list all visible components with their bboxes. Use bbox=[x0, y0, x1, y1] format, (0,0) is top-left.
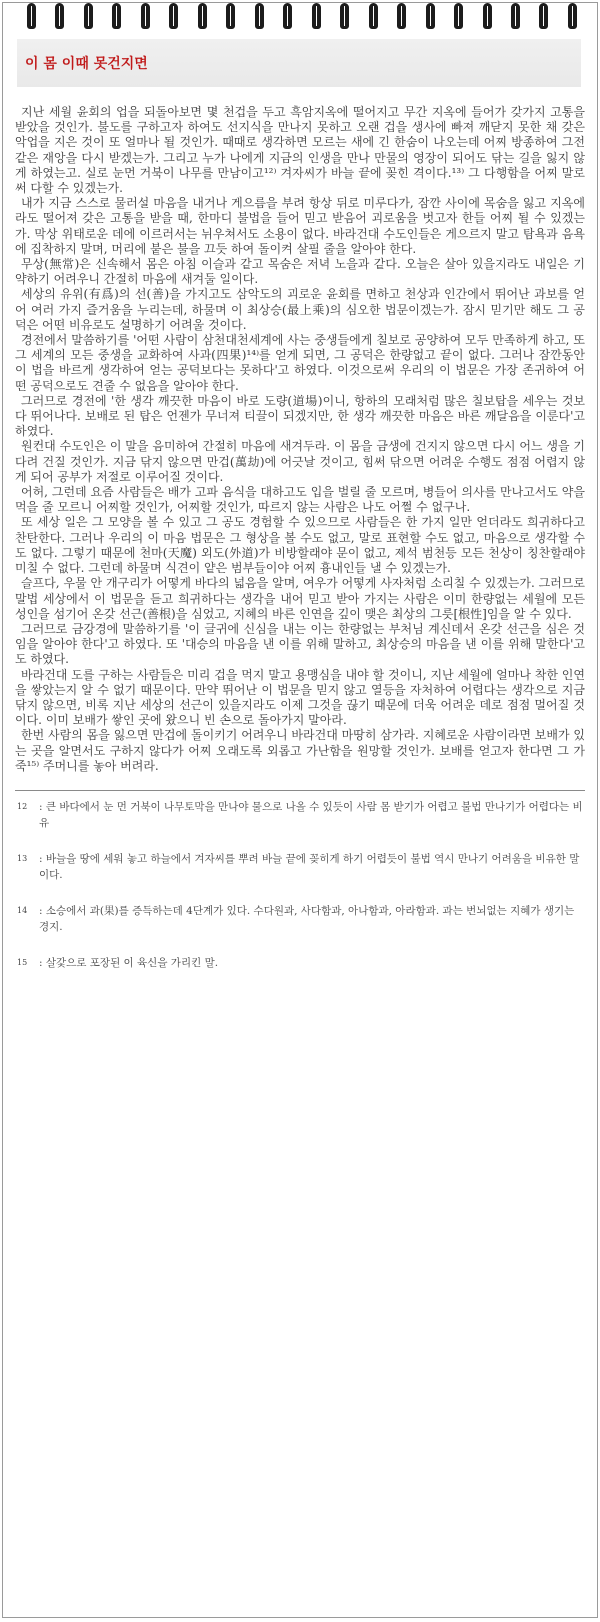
binder-ring-icon bbox=[283, 3, 292, 29]
binder-ring-icon bbox=[568, 3, 577, 29]
footnote-text: : 살갗으로 포장된 이 육신을 가리킨 말. bbox=[39, 956, 219, 969]
paragraph: 내가 지금 스스로 물러설 마음을 내거나 게으름을 부려 항상 뒤로 미루다가, 잠깐 사이에 목숨을 잃고 지옥에라도 떨어져 갖은 고통을 받을 때, 한마디 불법을 들어 믿고 받음어 괴로움을 벗고자 한들 어찌 될 수 있겠는가. 막상 위태로운 데에 이르러서는 뉘우쳐서도 소용이 없다. 바라건대 수도인들은 게으르지 말고 탐욕과 음욕에 집착하지 말며, 머리에 붙은 불을 끄듯 하여 돌이켜 살필 줄을 알아야 한다. bbox=[15, 196, 585, 256]
binder-ring-icon bbox=[169, 3, 178, 29]
footnote-text: : 큰 바다에서 눈 먼 거북이 나무토막을 만나야 물으로 나올 수 있듯이 사람 몸 받기가 어렵고 불법 만나기가 어렵다는 비유 bbox=[39, 800, 583, 829]
paragraph: 또 세상 일은 그 모양을 볼 수 있고 그 공도 경험할 수 있으므로 사람들은 한 가지 일만 얻더라도 희귀하다고 찬탄한다. 그러나 우리의 이 마음 법문은 그 형상을 볼 수도 없고, 말로 표현할 수도 없고, 마음으로 생각할 수도 없다. 그렇기 때문에 천마(天魔) 외도(外道)가 비방할래야 문이 없고, 제석 범천등 모든 천상이 칭찬할래야 미칠 수 없다. 그런데 하물며 식견이 얕은 범부들이야 어찌 흉내인들 낼 수 있겠는가. bbox=[15, 515, 585, 576]
binder-ring-icon bbox=[312, 3, 321, 29]
footnote bbox=[15, 799, 585, 831]
footnote bbox=[15, 903, 585, 935]
footnote-divider bbox=[15, 790, 585, 791]
paragraph: 그러므로 경전에 '한 생각 깨끗한 마음이 바로 도량(道場)이니, 항하의 모래처럼 많은 칠보탑을 세우는 것보다 뛰어나다. 보배로 된 탑은 언젠가 무너져 티끌이 되겠지만, 한 생각 깨끗한 마음은 바른 깨달음을 이룬다'고 하였다. bbox=[15, 393, 585, 439]
binding-rings bbox=[27, 3, 577, 33]
notebook-page bbox=[2, 2, 598, 1618]
footnote-number: 13 bbox=[17, 853, 28, 863]
page-content bbox=[15, 33, 585, 994]
paragraph: 원컨대 수도인은 이 말을 음미하여 간절히 마음에 새겨두라. 이 몸을 금생에 건지지 않으면 다시 어느 생을 기다려 건질 것인가. 지금 닦지 않으면 만겁(萬劫)에 어긋날 것이고, 힘써 닦으면 어려운 수행도 점점 어렵지 않게 되어 공부가 저절로 이루어질 것이다. bbox=[15, 439, 585, 484]
page-title: 이 몸 이때 못건지면 bbox=[25, 56, 148, 72]
paragraph: 경전에서 말씀하기를 '어떤 사람이 삼천대천세계에 사는 중생들에게 칠보로 공양하여 모두 만족하게 하고, 또 그 세계의 모든 중생을 교화하여 사과(四果)¹⁴⁾를 얻게 되면, 그 공덕은 한량없고 끝이 없다. 그러나 잠깐동안 이 법을 바르게 생각하여 얻는 공덕보다는 못하다'고 하였다. 이것으로써 우리의 이 법문은 가장 존귀하여 어떤 공덕으로도 견줄 수 없음을 알아야 한다. bbox=[15, 333, 585, 393]
footnotes bbox=[15, 799, 585, 975]
binder-ring-icon bbox=[27, 3, 36, 29]
binder-ring-icon bbox=[340, 3, 349, 29]
title-bar bbox=[17, 39, 581, 87]
binder-ring-icon bbox=[198, 3, 207, 29]
binder-ring-icon bbox=[55, 3, 64, 29]
binder-ring-icon bbox=[112, 3, 121, 29]
binder-ring-icon bbox=[539, 3, 548, 29]
footnote-number: 12 bbox=[17, 801, 28, 811]
footnote-number: 15 bbox=[17, 957, 28, 967]
binder-ring-icon bbox=[454, 3, 463, 29]
binder-ring-icon bbox=[397, 3, 406, 29]
body-text bbox=[15, 105, 585, 774]
footnote-number: 14 bbox=[17, 905, 28, 915]
paragraph: 어허, 그런데 요즘 사람들은 배가 고파 음식을 대하고도 입을 벌릴 줄 모르며, 병들어 의사를 만나고서도 약을 먹을 줄 모르니 어찌할 것인가, 어찌할 것인가, 따르지 않는 사람은 나도 어쩔 수 없구나. bbox=[15, 485, 585, 515]
footnote-text: : 소승에서 과(果)를 증득하는데 4단계가 있다. 수다원과, 사다함과, 아나함과, 아라함과. 과는 번뇌없는 지혜가 생기는 경지. bbox=[39, 904, 575, 933]
binder-ring-icon bbox=[426, 3, 435, 29]
paragraph: 그러므로 금강경에 말씀하기를 '이 글귀에 신심을 내는 이는 한량없는 부처님 계신데서 온갖 선근을 심은 것임을 알아야 한다'고 하였다. 또 '대승의 마음을 낸 이를 위해 말하고, 최상승의 마음을 낸 이를 위해 말한다'고도 하였다. bbox=[15, 621, 585, 667]
binder-ring-icon bbox=[141, 3, 150, 29]
paragraph: 무상(無常)은 신속해서 몸은 아침 이슬과 같고 목숨은 저녁 노을과 같다. 오늘은 살아 있을지라도 내일은 기약하기 어려우니 간절히 마음에 새겨둘 일이다. bbox=[15, 257, 585, 287]
footnote-text: : 바늘을 땅에 세워 놓고 하늘에서 겨자씨를 뿌려 바늘 끝에 꽂히게 하기 어렵듯이 불법 역시 만나기 어려움을 비유한 말이다. bbox=[39, 852, 580, 881]
binder-ring-icon bbox=[84, 3, 93, 29]
binder-ring-icon bbox=[226, 3, 235, 29]
paragraph: 바라건대 도를 구하는 사람들은 미리 겁을 먹지 말고 용맹심을 내야 할 것이니, 지난 세월에 얼마나 착한 인연을 쌓았는지 알 수 없기 때문이다. 만약 뛰어난 이 법문을 믿지 않고 열등을 자처하여 어렵다는 생각으로 지금 닦지 않으면, 비록 지난 세상의 선근이 있을지라도 이제 그것을 끊기 때문에 더욱 어려운 데로 점점 멀어질 것이다. 이미 보배가 쌓인 곳에 왔으니 빈 손으로 돌아가지 말아라. bbox=[15, 667, 585, 728]
binder-ring-icon bbox=[483, 3, 492, 29]
binder-ring-icon bbox=[369, 3, 378, 29]
footnote bbox=[15, 955, 585, 975]
paragraph: 슬프다, 우물 안 개구리가 어떻게 바다의 넓음을 알며, 여우가 어떻게 사자처럼 소리칠 수 있겠는가. 그러므로 말법 세상에서 이 법문을 듣고 희귀하다는 생각을 내어 믿고 받아 가지는 사람은 이미 한량없는 세월에 모든 성인을 섬기어 온갖 선근(善根)을 심었고, 지혜의 바른 인연을 깊이 맺은 최상의 그릇[根性]임을 알 수 있다. bbox=[15, 576, 585, 621]
binder-ring-icon bbox=[255, 3, 264, 29]
paragraph: 세상의 유위(有爲)의 선(善)을 가지고도 삼악도의 괴로운 윤회를 면하고 천상과 인간에서 뛰어난 과보를 얻어 여러 가지 즐거움을 누리는데, 하물며 이 최상승(最上乘)의 심오한 법문이겠는가. 잠시 믿기만 해도 그 공덕은 어떤 비유로도 설명하기 어려울 것이다. bbox=[15, 287, 585, 332]
binder-ring-icon bbox=[511, 3, 520, 29]
paragraph: 한번 사람의 몸을 잃으면 만겁에 돌이키기 어려우니 바라건대 마땅히 삼가라. 지혜로운 사람이라면 보배가 있는 곳을 알면서도 구하지 않다가 어찌 오래도록 외롭고 가난함을 원망할 것인가. 보배를 얻고자 한다면 그 가죽¹⁵⁾ 주머니를 놓아 버려라. bbox=[15, 728, 585, 773]
paragraph: 지난 세월 윤회의 업을 되돌아보면 몇 천겁을 두고 흑암지옥에 떨어지고 무간 지옥에 들어가 갖가지 고통을 받았을 것인가. 불도를 구하고자 하여도 선지식을 만나지 못하고 오랜 겁을 생사에 빠져 깨닫지 못한 채 갖은 악업을 지은 것이 또 얼마나 될 것인가. 때때로 생각하면 모르는 새에 긴 한숨이 나오는데 어찌 방종하여 그전같은 재앙을 다시 받겠는가. 그리고 누가 나에게 지금의 인생을 만나 만물의 영장이 되어도 닦는 길을 잃지 않게 하였는고. 실로 눈먼 거북이 나무를 만남이고¹²⁾ 겨자씨가 바늘 끝에 꽂힌 격이다.¹³⁾ 그 다행함을 어찌 말로써 다할 수 있겠는가. bbox=[15, 105, 585, 196]
footnote bbox=[15, 851, 585, 883]
